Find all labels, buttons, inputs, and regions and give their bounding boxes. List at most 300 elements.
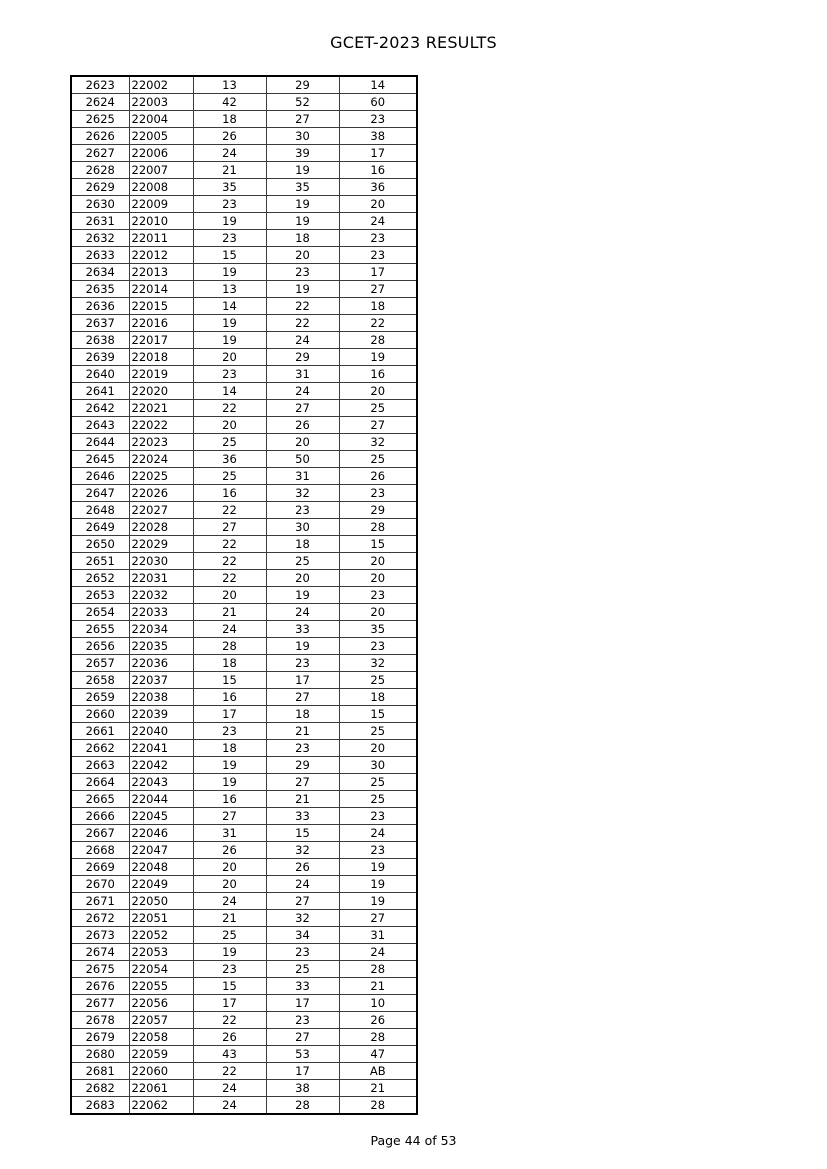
table-row xyxy=(71,536,417,553)
score-1-cell: 19 xyxy=(193,264,266,281)
score-1-cell: 27 xyxy=(193,519,266,536)
score-2-cell: 29 xyxy=(266,349,339,366)
serial-no-cell: 2672 xyxy=(71,910,129,927)
score-1-cell: 24 xyxy=(193,621,266,638)
table-row xyxy=(71,264,417,281)
score-3-cell: 24 xyxy=(339,944,417,961)
score-3-cell: 19 xyxy=(339,859,417,876)
score-1-cell: 23 xyxy=(193,366,266,383)
score-2-cell: 27 xyxy=(266,689,339,706)
serial-no-cell: 2641 xyxy=(71,383,129,400)
score-1-cell: 31 xyxy=(193,825,266,842)
score-3-cell: 28 xyxy=(339,519,417,536)
score-3-cell: 23 xyxy=(339,111,417,128)
roll-no-cell: 22030 xyxy=(129,553,193,570)
table-row xyxy=(71,706,417,723)
serial-no-cell: 2633 xyxy=(71,247,129,264)
serial-no-cell: 2640 xyxy=(71,366,129,383)
score-2-cell: 33 xyxy=(266,978,339,995)
serial-no-cell: 2665 xyxy=(71,791,129,808)
score-1-cell: 24 xyxy=(193,145,266,162)
score-1-cell: 21 xyxy=(193,910,266,927)
score-1-cell: 43 xyxy=(193,1046,266,1063)
score-2-cell: 24 xyxy=(266,332,339,349)
score-1-cell: 36 xyxy=(193,451,266,468)
serial-no-cell: 2652 xyxy=(71,570,129,587)
score-2-cell: 19 xyxy=(266,281,339,298)
table-row xyxy=(71,1046,417,1063)
serial-no-cell: 2676 xyxy=(71,978,129,995)
serial-no-cell: 2642 xyxy=(71,400,129,417)
table-row xyxy=(71,927,417,944)
roll-no-cell: 22051 xyxy=(129,910,193,927)
score-1-cell: 18 xyxy=(193,740,266,757)
score-3-cell: 36 xyxy=(339,179,417,196)
serial-no-cell: 2656 xyxy=(71,638,129,655)
table-row xyxy=(71,672,417,689)
serial-no-cell: 2649 xyxy=(71,519,129,536)
score-3-cell: 16 xyxy=(339,366,417,383)
table-row xyxy=(71,179,417,196)
score-1-cell: 15 xyxy=(193,672,266,689)
score-3-cell: 20 xyxy=(339,553,417,570)
score-1-cell: 27 xyxy=(193,808,266,825)
roll-no-cell: 22007 xyxy=(129,162,193,179)
serial-no-cell: 2682 xyxy=(71,1080,129,1097)
roll-no-cell: 22060 xyxy=(129,1063,193,1080)
serial-no-cell: 2646 xyxy=(71,468,129,485)
roll-no-cell: 22017 xyxy=(129,332,193,349)
table-row xyxy=(71,502,417,519)
serial-no-cell: 2623 xyxy=(71,76,129,94)
table-row xyxy=(71,128,417,145)
score-1-cell: 22 xyxy=(193,400,266,417)
roll-no-cell: 22010 xyxy=(129,213,193,230)
score-2-cell: 17 xyxy=(266,995,339,1012)
score-3-cell: 17 xyxy=(339,145,417,162)
table-row xyxy=(71,604,417,621)
serial-no-cell: 2683 xyxy=(71,1097,129,1115)
roll-no-cell: 22038 xyxy=(129,689,193,706)
table-row xyxy=(71,366,417,383)
score-2-cell: 32 xyxy=(266,485,339,502)
score-3-cell: 27 xyxy=(339,417,417,434)
score-3-cell: 30 xyxy=(339,757,417,774)
serial-no-cell: 2637 xyxy=(71,315,129,332)
score-3-cell: 26 xyxy=(339,1012,417,1029)
score-2-cell: 33 xyxy=(266,621,339,638)
score-2-cell: 25 xyxy=(266,553,339,570)
table-row xyxy=(71,213,417,230)
serial-no-cell: 2668 xyxy=(71,842,129,859)
score-1-cell: 22 xyxy=(193,1063,266,1080)
score-1-cell: 14 xyxy=(193,298,266,315)
score-2-cell: 39 xyxy=(266,145,339,162)
serial-no-cell: 2674 xyxy=(71,944,129,961)
serial-no-cell: 2631 xyxy=(71,213,129,230)
score-1-cell: 23 xyxy=(193,230,266,247)
roll-no-cell: 22052 xyxy=(129,927,193,944)
serial-no-cell: 2648 xyxy=(71,502,129,519)
score-1-cell: 26 xyxy=(193,1029,266,1046)
score-2-cell: 34 xyxy=(266,927,339,944)
score-3-cell: 21 xyxy=(339,1080,417,1097)
score-3-cell: 23 xyxy=(339,247,417,264)
table-row xyxy=(71,808,417,825)
serial-no-cell: 2657 xyxy=(71,655,129,672)
roll-no-cell: 22025 xyxy=(129,468,193,485)
roll-no-cell: 22006 xyxy=(129,145,193,162)
score-2-cell: 28 xyxy=(266,1097,339,1115)
roll-no-cell: 22031 xyxy=(129,570,193,587)
score-1-cell: 16 xyxy=(193,689,266,706)
score-2-cell: 23 xyxy=(266,502,339,519)
score-1-cell: 25 xyxy=(193,468,266,485)
score-2-cell: 27 xyxy=(266,774,339,791)
score-2-cell: 17 xyxy=(266,1063,339,1080)
serial-no-cell: 2670 xyxy=(71,876,129,893)
serial-no-cell: 2630 xyxy=(71,196,129,213)
score-1-cell: 26 xyxy=(193,842,266,859)
serial-no-cell: 2645 xyxy=(71,451,129,468)
score-3-cell: 22 xyxy=(339,315,417,332)
table-row xyxy=(71,76,417,94)
table-row xyxy=(71,145,417,162)
score-2-cell: 24 xyxy=(266,876,339,893)
table-row xyxy=(71,893,417,910)
score-1-cell: 22 xyxy=(193,502,266,519)
table-row xyxy=(71,757,417,774)
roll-no-cell: 22022 xyxy=(129,417,193,434)
serial-no-cell: 2661 xyxy=(71,723,129,740)
score-3-cell: 20 xyxy=(339,196,417,213)
score-3-cell: 23 xyxy=(339,587,417,604)
roll-no-cell: 22002 xyxy=(129,76,193,94)
roll-no-cell: 22050 xyxy=(129,893,193,910)
serial-no-cell: 2625 xyxy=(71,111,129,128)
score-2-cell: 30 xyxy=(266,519,339,536)
score-2-cell: 23 xyxy=(266,740,339,757)
score-1-cell: 19 xyxy=(193,332,266,349)
roll-no-cell: 22056 xyxy=(129,995,193,1012)
score-2-cell: 27 xyxy=(266,1029,339,1046)
score-2-cell: 32 xyxy=(266,842,339,859)
score-1-cell: 16 xyxy=(193,791,266,808)
score-3-cell: 32 xyxy=(339,434,417,451)
score-3-cell: 27 xyxy=(339,910,417,927)
score-2-cell: 38 xyxy=(266,1080,339,1097)
serial-no-cell: 2681 xyxy=(71,1063,129,1080)
roll-no-cell: 22028 xyxy=(129,519,193,536)
score-1-cell: 23 xyxy=(193,196,266,213)
score-1-cell: 19 xyxy=(193,213,266,230)
roll-no-cell: 22040 xyxy=(129,723,193,740)
table-row xyxy=(71,774,417,791)
serial-no-cell: 2680 xyxy=(71,1046,129,1063)
score-1-cell: 20 xyxy=(193,587,266,604)
score-2-cell: 26 xyxy=(266,859,339,876)
score-2-cell: 26 xyxy=(266,417,339,434)
serial-no-cell: 2626 xyxy=(71,128,129,145)
serial-no-cell: 2671 xyxy=(71,893,129,910)
serial-no-cell: 2638 xyxy=(71,332,129,349)
score-3-cell: 25 xyxy=(339,723,417,740)
table-row xyxy=(71,468,417,485)
roll-no-cell: 22048 xyxy=(129,859,193,876)
score-3-cell: 20 xyxy=(339,740,417,757)
roll-no-cell: 22021 xyxy=(129,400,193,417)
serial-no-cell: 2664 xyxy=(71,774,129,791)
table-row xyxy=(71,978,417,995)
roll-no-cell: 22053 xyxy=(129,944,193,961)
roll-no-cell: 22033 xyxy=(129,604,193,621)
score-3-cell: AB xyxy=(339,1063,417,1080)
score-2-cell: 18 xyxy=(266,706,339,723)
serial-no-cell: 2624 xyxy=(71,94,129,111)
table-row xyxy=(71,94,417,111)
score-2-cell: 21 xyxy=(266,723,339,740)
table-row xyxy=(71,553,417,570)
serial-no-cell: 2673 xyxy=(71,927,129,944)
score-1-cell: 24 xyxy=(193,1097,266,1115)
score-2-cell: 19 xyxy=(266,587,339,604)
table-row xyxy=(71,230,417,247)
serial-no-cell: 2654 xyxy=(71,604,129,621)
score-3-cell: 25 xyxy=(339,672,417,689)
roll-no-cell: 22059 xyxy=(129,1046,193,1063)
score-2-cell: 19 xyxy=(266,213,339,230)
roll-no-cell: 22014 xyxy=(129,281,193,298)
score-2-cell: 32 xyxy=(266,910,339,927)
table-row xyxy=(71,1063,417,1080)
score-1-cell: 20 xyxy=(193,876,266,893)
table-row xyxy=(71,1029,417,1046)
serial-no-cell: 2651 xyxy=(71,553,129,570)
score-3-cell: 25 xyxy=(339,774,417,791)
roll-no-cell: 22020 xyxy=(129,383,193,400)
roll-no-cell: 22041 xyxy=(129,740,193,757)
roll-no-cell: 22058 xyxy=(129,1029,193,1046)
score-3-cell: 18 xyxy=(339,689,417,706)
score-1-cell: 19 xyxy=(193,774,266,791)
roll-no-cell: 22016 xyxy=(129,315,193,332)
results-table xyxy=(70,75,418,1115)
roll-no-cell: 22026 xyxy=(129,485,193,502)
roll-no-cell: 22008 xyxy=(129,179,193,196)
score-1-cell: 20 xyxy=(193,417,266,434)
roll-no-cell: 22037 xyxy=(129,672,193,689)
score-1-cell: 22 xyxy=(193,553,266,570)
serial-no-cell: 2677 xyxy=(71,995,129,1012)
score-3-cell: 38 xyxy=(339,128,417,145)
roll-no-cell: 22036 xyxy=(129,655,193,672)
score-3-cell: 21 xyxy=(339,978,417,995)
table-row xyxy=(71,621,417,638)
roll-no-cell: 22061 xyxy=(129,1080,193,1097)
score-2-cell: 25 xyxy=(266,961,339,978)
serial-no-cell: 2635 xyxy=(71,281,129,298)
score-3-cell: 20 xyxy=(339,570,417,587)
roll-no-cell: 22029 xyxy=(129,536,193,553)
score-2-cell: 31 xyxy=(266,366,339,383)
serial-no-cell: 2663 xyxy=(71,757,129,774)
table-row xyxy=(71,587,417,604)
score-2-cell: 27 xyxy=(266,111,339,128)
score-1-cell: 20 xyxy=(193,349,266,366)
score-1-cell: 13 xyxy=(193,281,266,298)
score-3-cell: 19 xyxy=(339,876,417,893)
score-2-cell: 27 xyxy=(266,400,339,417)
score-3-cell: 23 xyxy=(339,230,417,247)
serial-no-cell: 2634 xyxy=(71,264,129,281)
roll-no-cell: 22004 xyxy=(129,111,193,128)
score-3-cell: 24 xyxy=(339,825,417,842)
score-2-cell: 29 xyxy=(266,757,339,774)
score-1-cell: 17 xyxy=(193,995,266,1012)
roll-no-cell: 22034 xyxy=(129,621,193,638)
score-1-cell: 15 xyxy=(193,247,266,264)
table-row xyxy=(71,740,417,757)
roll-no-cell: 22024 xyxy=(129,451,193,468)
serial-no-cell: 2658 xyxy=(71,672,129,689)
score-1-cell: 19 xyxy=(193,944,266,961)
roll-no-cell: 22023 xyxy=(129,434,193,451)
score-1-cell: 16 xyxy=(193,485,266,502)
table-row xyxy=(71,196,417,213)
score-3-cell: 27 xyxy=(339,281,417,298)
serial-no-cell: 2667 xyxy=(71,825,129,842)
score-1-cell: 19 xyxy=(193,757,266,774)
score-2-cell: 24 xyxy=(266,383,339,400)
table-row xyxy=(71,876,417,893)
score-2-cell: 33 xyxy=(266,808,339,825)
table-row xyxy=(71,944,417,961)
score-2-cell: 19 xyxy=(266,162,339,179)
score-1-cell: 17 xyxy=(193,706,266,723)
score-1-cell: 20 xyxy=(193,859,266,876)
score-1-cell: 26 xyxy=(193,128,266,145)
score-2-cell: 17 xyxy=(266,672,339,689)
score-3-cell: 25 xyxy=(339,791,417,808)
score-1-cell: 13 xyxy=(193,76,266,94)
serial-no-cell: 2639 xyxy=(71,349,129,366)
score-1-cell: 18 xyxy=(193,111,266,128)
page-number: Page 44 of 53 xyxy=(370,1133,457,1148)
serial-no-cell: 2653 xyxy=(71,587,129,604)
score-3-cell: 17 xyxy=(339,264,417,281)
score-3-cell: 25 xyxy=(339,451,417,468)
roll-no-cell: 22011 xyxy=(129,230,193,247)
table-row xyxy=(71,111,417,128)
score-3-cell: 14 xyxy=(339,76,417,94)
roll-no-cell: 22055 xyxy=(129,978,193,995)
table-row xyxy=(71,995,417,1012)
score-2-cell: 20 xyxy=(266,434,339,451)
score-2-cell: 52 xyxy=(266,94,339,111)
serial-no-cell: 2629 xyxy=(71,179,129,196)
score-2-cell: 22 xyxy=(266,298,339,315)
score-2-cell: 19 xyxy=(266,638,339,655)
score-2-cell: 53 xyxy=(266,1046,339,1063)
score-2-cell: 23 xyxy=(266,264,339,281)
score-3-cell: 29 xyxy=(339,502,417,519)
score-1-cell: 22 xyxy=(193,570,266,587)
roll-no-cell: 22044 xyxy=(129,791,193,808)
score-1-cell: 21 xyxy=(193,604,266,621)
score-3-cell: 26 xyxy=(339,468,417,485)
score-2-cell: 18 xyxy=(266,536,339,553)
score-1-cell: 23 xyxy=(193,723,266,740)
score-2-cell: 23 xyxy=(266,655,339,672)
score-1-cell: 24 xyxy=(193,1080,266,1097)
serial-no-cell: 2632 xyxy=(71,230,129,247)
serial-no-cell: 2628 xyxy=(71,162,129,179)
table-row xyxy=(71,859,417,876)
page-title: GCET-2023 RESULTS xyxy=(330,33,497,52)
table-row xyxy=(71,961,417,978)
score-2-cell: 23 xyxy=(266,1012,339,1029)
score-3-cell: 28 xyxy=(339,332,417,349)
roll-no-cell: 22054 xyxy=(129,961,193,978)
serial-no-cell: 2650 xyxy=(71,536,129,553)
roll-no-cell: 22039 xyxy=(129,706,193,723)
roll-no-cell: 22003 xyxy=(129,94,193,111)
table-row xyxy=(71,689,417,706)
score-2-cell: 21 xyxy=(266,791,339,808)
score-3-cell: 20 xyxy=(339,604,417,621)
score-1-cell: 15 xyxy=(193,978,266,995)
score-3-cell: 19 xyxy=(339,893,417,910)
table-row xyxy=(71,247,417,264)
serial-no-cell: 2669 xyxy=(71,859,129,876)
table-row xyxy=(71,349,417,366)
score-2-cell: 20 xyxy=(266,570,339,587)
score-1-cell: 42 xyxy=(193,94,266,111)
score-2-cell: 19 xyxy=(266,196,339,213)
serial-no-cell: 2675 xyxy=(71,961,129,978)
roll-no-cell: 22042 xyxy=(129,757,193,774)
score-3-cell: 28 xyxy=(339,961,417,978)
serial-no-cell: 2660 xyxy=(71,706,129,723)
score-2-cell: 18 xyxy=(266,230,339,247)
score-3-cell: 35 xyxy=(339,621,417,638)
serial-no-cell: 2644 xyxy=(71,434,129,451)
serial-no-cell: 2647 xyxy=(71,485,129,502)
roll-no-cell: 22057 xyxy=(129,1012,193,1029)
serial-no-cell: 2627 xyxy=(71,145,129,162)
score-3-cell: 23 xyxy=(339,808,417,825)
table-row xyxy=(71,1080,417,1097)
serial-no-cell: 2643 xyxy=(71,417,129,434)
table-row xyxy=(71,383,417,400)
score-3-cell: 28 xyxy=(339,1097,417,1115)
score-3-cell: 15 xyxy=(339,706,417,723)
score-1-cell: 21 xyxy=(193,162,266,179)
score-3-cell: 25 xyxy=(339,400,417,417)
table-row xyxy=(71,638,417,655)
table-row xyxy=(71,825,417,842)
score-3-cell: 20 xyxy=(339,383,417,400)
score-3-cell: 23 xyxy=(339,638,417,655)
serial-no-cell: 2655 xyxy=(71,621,129,638)
table-row xyxy=(71,910,417,927)
serial-no-cell: 2636 xyxy=(71,298,129,315)
score-2-cell: 50 xyxy=(266,451,339,468)
serial-no-cell: 2678 xyxy=(71,1012,129,1029)
score-2-cell: 30 xyxy=(266,128,339,145)
roll-no-cell: 22018 xyxy=(129,349,193,366)
table-row xyxy=(71,485,417,502)
